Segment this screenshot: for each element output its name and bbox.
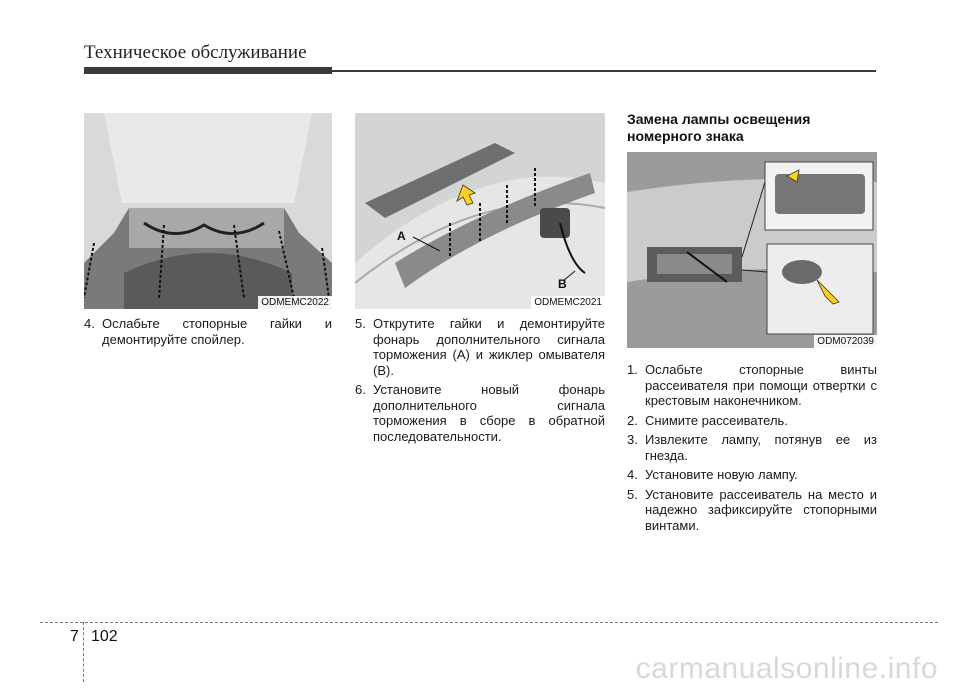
step-number: 4.	[84, 316, 95, 331]
step-text: Ослабьте стопорные винты рассеивателя при помощи отвертки с крестовым наконечником.	[645, 362, 877, 408]
section-heading: Замена лампы освещения номерного знака	[627, 111, 811, 144]
step-text: Установите новый фонарь дополнительного сигнала торможения в сборе в обратной последовательности.	[373, 382, 605, 444]
step-number: 5.	[355, 316, 366, 331]
callout-b-label: B	[558, 277, 567, 291]
list-item	[627, 432, 877, 463]
column3-steps	[627, 362, 877, 537]
list-item	[627, 467, 877, 483]
step-text: Установите рассеиватель на место и надежно зафиксируйте стопорными винтами.	[645, 486, 877, 533]
figure-code: ODM072039	[814, 335, 877, 348]
tailgate-illustration	[84, 113, 332, 309]
step-text: Установите новую лампу.	[645, 467, 798, 482]
footer-vertical-rule	[83, 622, 84, 682]
figure-code: ODMEMC2021	[531, 296, 605, 309]
callout-a-label: A	[397, 229, 406, 243]
watermark: carmanualsonline.info	[635, 652, 938, 685]
header-rule-thick	[84, 67, 332, 74]
figure-tailgate-spoiler	[84, 113, 332, 309]
chapter-number: 7	[70, 628, 79, 645]
step-text: Извлеките лампу, потянув ее из гнезда.	[645, 432, 877, 463]
stop-lamp-illustration	[355, 113, 605, 309]
step-text: Снимите рассеиватель.	[645, 412, 788, 428]
list-item	[627, 487, 877, 534]
step-number: 2.	[627, 412, 638, 428]
list-item	[627, 413, 877, 429]
page-header-title: Техническое обслуживание	[84, 42, 307, 63]
figure-license-lamp	[627, 152, 877, 348]
figure-stop-lamp	[355, 113, 605, 309]
step-number: 5.	[627, 486, 638, 502]
step-text: Открутите гайки и демонтируйте фонарь дополнительного сигнала торможения (A) и жиклер омывателя (B).	[373, 316, 605, 378]
figure-code: ODMEMC2022	[258, 296, 332, 309]
step-text: Ослабьте стопорные гайки и демонтируйте спойлер.	[102, 316, 332, 347]
step-number: 6.	[355, 382, 366, 397]
license-lamp-illustration	[627, 152, 877, 348]
header-rule-thin	[332, 70, 876, 72]
column1-steps	[84, 316, 332, 351]
list-item	[355, 316, 605, 378]
list-item	[355, 382, 605, 444]
footer-dashed-rule	[40, 622, 938, 623]
step-number: 4.	[627, 467, 638, 482]
page-number: 102	[91, 628, 118, 645]
list-item	[627, 362, 877, 409]
list-item	[84, 316, 332, 347]
step-number: 3.	[627, 432, 638, 447]
step-number: 1.	[627, 362, 638, 377]
column2-steps	[355, 316, 605, 448]
